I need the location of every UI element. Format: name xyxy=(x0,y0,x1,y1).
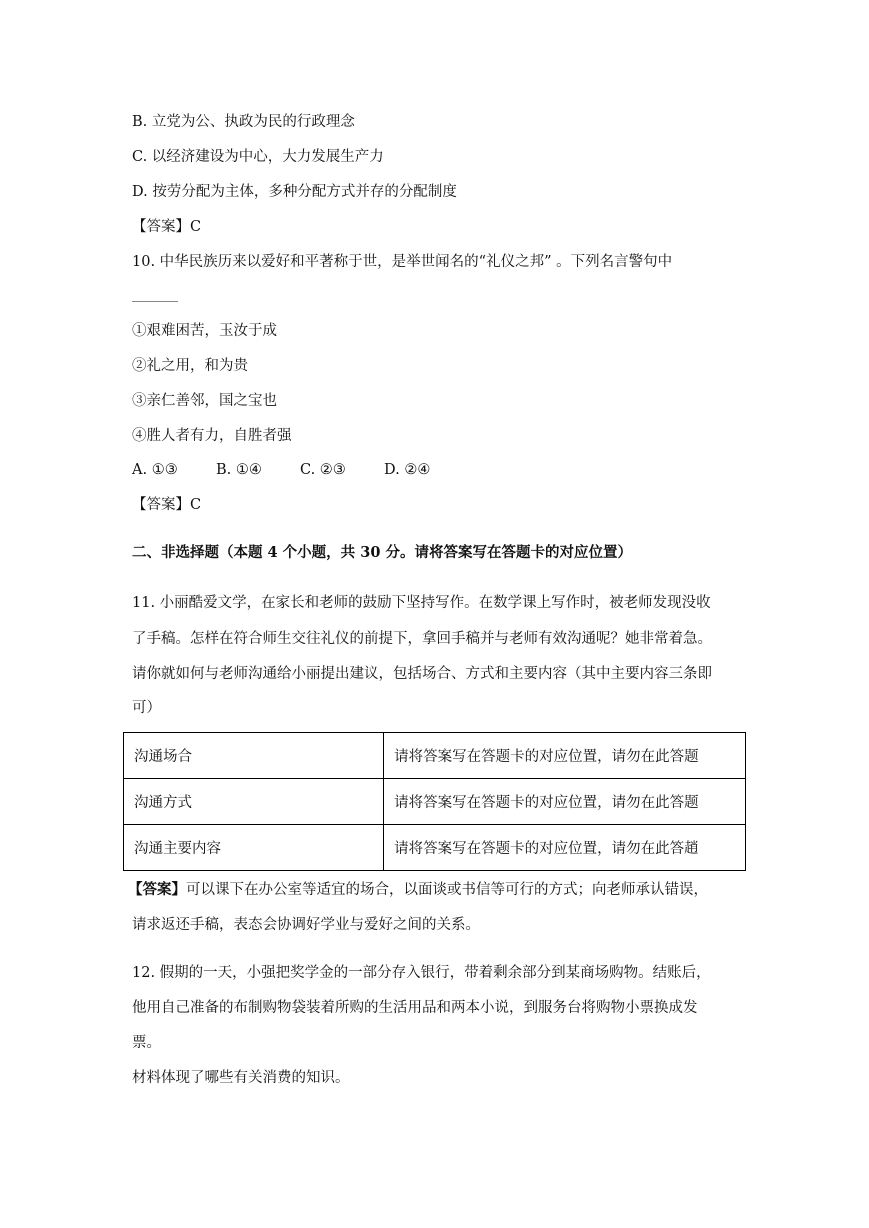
q12-question: 材料体现了哪些有关消费的知识。 xyxy=(132,1070,350,1086)
q10-options xyxy=(132,460,430,480)
table-cell-label: 沟通方式 xyxy=(124,779,384,825)
q10-item-3: ③亲仁善邻，国之宝也 xyxy=(132,393,277,409)
q9-option-c: C. 以经济建设为中心，大力发展生产力 xyxy=(132,149,384,165)
table-cell-value: 请将答案写在答题卡的对应位置，请勿在此答题 xyxy=(384,779,746,825)
q10-option-b: B. ①④ xyxy=(216,462,262,478)
q12-stem-line-2: 他用自己准备的布制购物袋装着所购的生活用品和两本小说，到服务台将购物小票换成发 xyxy=(132,1000,698,1016)
q10-option-d: D. ②④ xyxy=(384,462,431,478)
q9-option-b: B. 立党为公、执政为民的行政理念 xyxy=(132,114,355,130)
q10-item-4: ④胜人者有力，自胜者强 xyxy=(132,428,292,444)
table-row xyxy=(124,825,746,871)
table-cell-label: 沟通场合 xyxy=(124,733,384,779)
q10-answer: 【答案】C xyxy=(132,497,202,513)
table-cell-value: 请将答案写在答题卡的对应位置，请勿在此答趙 xyxy=(384,825,746,871)
table-row xyxy=(124,733,746,779)
q10-stem: 10. 中华民族历来以爱好和平著称于世，是举世闻名的“礼仪之邦” 。下列名言警句中 xyxy=(132,254,673,270)
q10-option-c: C. ②③ xyxy=(300,462,346,478)
q9-answer: 【答案】C xyxy=(132,219,202,235)
answer-blank xyxy=(132,301,178,302)
q10-option-a: A. ①③ xyxy=(132,462,178,478)
q9-option-d: D. 按劳分配为主体，多种分配方式并存的分配制度 xyxy=(132,184,457,200)
q12-stem-line-1: 12. 假期的一天，小强把奖学金的一部分存入银行，带着剩余部分到某商场购物。结账后， xyxy=(132,965,711,981)
q11-answer-line-1 xyxy=(128,880,708,900)
answer-text: 可以课下在办公室等适宜的场合，以面谈或书信等可行的方式；向老师承认错误， xyxy=(186,882,708,898)
q12-stem-line-3: 票。 xyxy=(132,1035,161,1051)
q10-item-2: ②礼之用，和为贵 xyxy=(132,358,248,374)
q11-stem-line-1: 11. 小丽酷爱文学，在家长和老师的鼓励下坚持写作。在数学课上写作时，被老师发现没收 xyxy=(132,595,711,611)
table-cell-value: 请将答案写在答题卡的对应位置，请勿在此答题 xyxy=(384,733,746,779)
q11-answer-line-2: 请求返还手稿，表态会协调好学业与爱好之间的关系。 xyxy=(132,917,480,933)
q10-item-1: ①艰难困苦，玉汝于成 xyxy=(132,323,277,339)
q11-stem-line-3: 请你就如何与老师沟通给小丽提出建议，包括场合、方式和主要内容（其中主要内容三条即 xyxy=(132,666,712,682)
table-row xyxy=(124,779,746,825)
q11-stem-line-4: 可） xyxy=(132,700,161,716)
answer-tag: 【答案】 xyxy=(128,881,186,898)
section-heading: 二、非选择题（本题 4 个小题，共 30 分。请将答案写在答题卡的对应位置） xyxy=(132,544,632,561)
q11-stem-line-2: 了手稿。怎样在符合师生交往礼仪的前提下，拿回手稿并与老师有效沟通呢？她非常着急。 xyxy=(132,631,712,647)
table-cell-label: 沟通主要内容 xyxy=(124,825,384,871)
communication-table xyxy=(123,732,746,871)
